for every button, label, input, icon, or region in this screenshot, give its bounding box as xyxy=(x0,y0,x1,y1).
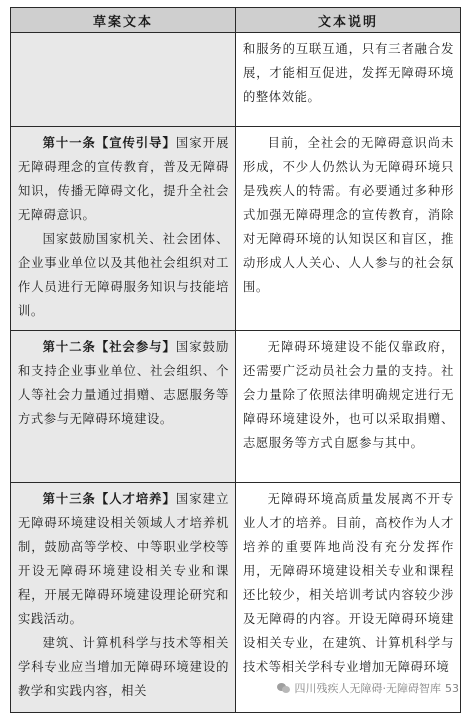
article-title: 第十一条【宣传引导】 xyxy=(42,136,176,150)
draft-cell-empty xyxy=(11,33,236,127)
explanation-text: 和服务的互联互通，只有三者融合发展，才能相互促进，发挥无障碍环境的整体效能。 xyxy=(243,42,454,104)
explanation-cell xyxy=(236,483,461,713)
article-text: 国家开展无障碍理念的宣传教育，普及无障碍知识，传播无障碍文化，提升全社会无障碍意识。 xyxy=(18,136,229,222)
article-paragraph: 建筑、计算机科学与技术等相关学科专业应当增加无障碍环境建设的教学和实践内容，相关 xyxy=(18,636,229,698)
explanation-cell xyxy=(236,33,461,127)
explanation-text: 无障碍环境建设不能仅靠政府，还需要广泛动员社会力量的支持。社会力量除了依照法律明确规定进行无障碍环境建设外，也可以采取捐赠、志愿服务等方式自愿参与其中。 xyxy=(243,340,454,450)
explanation-text: 目前，全社会的无障碍意识尚未形成，不少人仍然认为无障碍环境只是残疾人的特需。有必要通过多种形式加强无障碍理念的宣传教育，消除对无障碍环境的认知误区和盲区，推动形成人人关心、人人参与的社会氛围。 xyxy=(243,136,454,294)
draft-cell xyxy=(11,127,236,331)
page-number: 53 xyxy=(445,681,459,695)
explanation-text: 无障碍环境高质量发展离不开专业人才的培养。目前，高校作为人才培养的重要阵地尚没有充分发挥作用，无障碍环境建设相关专业和课程还比较少，相关培训考试内容较少涉及无障碍的内容。开设无障碍环境建设相关专业，在建筑、计算机科学与技术等相关学科专业增加无障碍环境 xyxy=(243,492,454,674)
table-header-row xyxy=(11,8,461,33)
table-row xyxy=(11,331,461,483)
article-paragraph xyxy=(18,335,229,431)
article-title: 第十三条【人才培养】 xyxy=(42,492,176,506)
article-paragraph xyxy=(18,487,229,631)
watermark-text: 四川残疾人无障碍·无障碍智库 xyxy=(294,682,441,695)
article-title: 第十二条【社会参与】 xyxy=(42,340,176,354)
article-paragraph: 国家鼓励国家机关、社会团体、企业事业单位以及其他社会组织对工作人员进行无障碍服务知识与技能培训。 xyxy=(18,232,229,318)
comparison-table xyxy=(10,7,461,713)
article-text: 国家建立无障碍环境建设相关领域人才培养机制，鼓励高等学校、中等职业学校等开设无障碍环境建设相关专业和课程，开展无障碍环境建设理论研究和实践活动。 xyxy=(18,492,229,626)
table-row xyxy=(11,483,461,713)
table-row xyxy=(11,127,461,331)
explanation-cell xyxy=(236,331,461,483)
watermark xyxy=(277,680,460,696)
explanation-cell xyxy=(236,127,461,331)
wechat-icon xyxy=(277,682,291,694)
document-page xyxy=(10,7,461,698)
table-row xyxy=(11,33,461,127)
draft-cell xyxy=(11,483,236,713)
header-draft-text: 草案文本 xyxy=(11,8,236,33)
article-paragraph xyxy=(18,131,229,227)
article-text: 国家鼓励和支持企业事业单位、社会组织、个人等社会力量通过捐赠、志愿服务等方式参与无障碍环境建设。 xyxy=(18,340,229,426)
header-explanation: 文本说明 xyxy=(236,8,461,33)
draft-cell xyxy=(11,331,236,483)
